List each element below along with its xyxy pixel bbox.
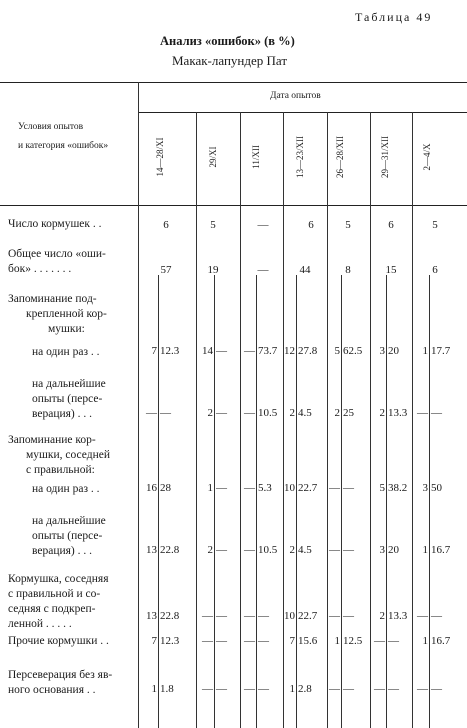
table-cell-count: 7 [151,635,157,647]
table-cell-percent: 27.8 [298,345,318,357]
table-cell: 6 [388,219,394,231]
table-cell-count: — [244,635,255,647]
row-label: на один раз . . [32,346,100,358]
row-label: на один раз . . [32,483,100,495]
row-label: Запоминание под- крепленной кор- мушки: [8,293,107,335]
table-cell-percent: — [160,407,171,419]
dates-header-rule [138,112,467,113]
table-cell-percent: — [216,345,227,357]
table-cell-count: — [244,482,255,494]
table-cell-percent: 22.7 [298,610,318,622]
date-header-4: 13—23/XII [295,136,305,178]
table-cell-count: — [146,407,157,419]
table-cell-percent: 10.5 [258,407,278,419]
row-label: Персеверация без яв- ного основания . . [8,669,113,696]
date-header-6: 29—31/XII [380,136,390,178]
table-cell-count: 1 [151,683,157,695]
table-cell-count: 16 [146,482,157,494]
table-cell-count: — [202,610,213,622]
table-cell-count: — [374,635,385,647]
sub-column-rule [256,275,257,728]
table-cell: 19 [207,264,219,276]
table-cell-percent: — [388,683,399,695]
table-cell-percent: — [431,610,442,622]
table-cell: — [257,219,269,231]
table-cell-percent: 4.5 [298,544,312,556]
sub-column-rule [296,275,297,728]
table-cell-percent: — [431,407,442,419]
row-label: Кормушка, соседняя с правильной и со- седняя с подкреп- ленной . . . . . [8,573,109,630]
table-top-rule [0,82,467,83]
row-label: Запоминание кор- мушки, соседней с правильной: [8,434,110,476]
table-cell-count: 1 [422,544,428,556]
table-cell-percent: — [216,407,227,419]
table-cell-percent: 38.2 [388,482,408,494]
table-cell-percent: 16.7 [431,544,451,556]
table-cell-count: 12 [284,345,295,357]
table-cell-percent: 1.8 [160,683,174,695]
date-header-5: 26—28/XII [335,136,345,178]
table-cell-percent: 22.7 [298,482,318,494]
table-cell-count: 13 [146,610,157,622]
date-header-2: 29/XI [208,146,218,168]
table-cell-percent: — [258,635,269,647]
table-cell: 8 [345,264,351,276]
table-cell: 44 [299,264,311,276]
sub-column-rule [214,275,215,728]
table-cell: 6 [308,219,314,231]
table-cell-count: 2 [289,407,295,419]
date-header-1: 14—28/XI [155,137,165,177]
row-label: Прочие кормушки . . [8,635,109,647]
table-cell-percent: 13.3 [388,610,408,622]
table-cell-count: 13 [146,544,157,556]
table-cell-percent: — [343,482,354,494]
table-cell-count: — [417,407,428,419]
table-cell: 6 [432,264,438,276]
table-cell-count: — [244,407,255,419]
table-cell: 5 [345,219,351,231]
table-cell: — [257,264,269,276]
table-cell-percent: 2.8 [298,683,312,695]
sub-column-rule [341,275,342,728]
table-cell-count: — [244,345,255,357]
row-label: Общее число «оши- бок» . . . . . . . [8,248,106,275]
table-cell-percent: 12.3 [160,345,180,357]
table-cell-percent: — [216,635,227,647]
table-cell-count: — [417,683,428,695]
table-cell-percent: — [216,683,227,695]
table-cell-percent: 16.7 [431,635,451,647]
table-cell-count: — [329,544,340,556]
table-cell-count: 10 [284,610,295,622]
row-header-line-1: Условия опытов [18,122,84,132]
table-cell-percent: 4.5 [298,407,312,419]
table-cell-percent: — [258,610,269,622]
table-cell-percent: 28 [160,482,171,494]
table-cell-count: 3 [379,544,385,556]
table-cell-count: 7 [289,635,295,647]
table-cell-count: — [202,683,213,695]
table-cell-percent: 73.7 [258,345,278,357]
table-cell-percent: 12.3 [160,635,180,647]
table-cell-count: 7 [151,345,157,357]
table-cell-percent: — [388,635,399,647]
table-cell: 15 [385,264,397,276]
table-cell: 57 [160,264,172,276]
table-cell-count: — [417,610,428,622]
table-cell-percent: 13.3 [388,407,408,419]
table-cell: 5 [432,219,438,231]
sub-column-rule [158,275,159,728]
table-cell-count: — [329,482,340,494]
table-cell-count: — [244,683,255,695]
header-bottom-rule [0,205,467,206]
table-cell-percent: — [343,544,354,556]
table-cell-percent: 22.8 [160,610,180,622]
table-cell-count: 3 [379,345,385,357]
table-cell-percent: 62.5 [343,345,363,357]
table-cell-percent: 20 [388,345,399,357]
table-cell-count: 2 [207,407,213,419]
table-cell-count: 2 [379,610,385,622]
table-cell-count: 1 [289,683,295,695]
table-cell-percent: — [258,683,269,695]
table-cell-percent: — [343,610,354,622]
table-cell-count: 10 [284,482,295,494]
table-cell-count: 2 [334,407,340,419]
table-cell-percent: 10.5 [258,544,278,556]
table-cell-percent: — [343,683,354,695]
table-cell-count: 5 [379,482,385,494]
table-cell-count: 14 [202,345,213,357]
table-number: Таблица 49 [355,10,433,24]
row-label: на дальнейшие опыты (персе- верация) . . . [32,378,106,420]
table-cell-count: — [329,683,340,695]
table-cell-count: — [244,544,255,556]
table-cell-count: 5 [334,345,340,357]
table-cell-percent: 15.6 [298,635,318,647]
sub-column-rule [429,275,430,728]
table-cell-percent: — [431,683,442,695]
table-cell-percent: 17.7 [431,345,451,357]
table-cell-percent: 22.8 [160,544,180,556]
table-cell-count: 1 [207,482,213,494]
table-cell-count: — [202,635,213,647]
table-cell-count: 1 [334,635,340,647]
row-label: Число кормушек . . [8,218,102,230]
table-cell-count: — [374,683,385,695]
table-subtitle: Макак-лапундер Пат [172,53,288,68]
table-cell-percent: — [216,610,227,622]
table-cell-percent: — [216,482,227,494]
table-cell-count: 2 [379,407,385,419]
column-rule [138,82,139,728]
table-cell-count: 2 [289,544,295,556]
table-cell-count: — [329,610,340,622]
table-cell: 5 [210,219,216,231]
table-cell-count: 1 [422,635,428,647]
dates-header: Дата опытов [270,91,321,101]
table-cell-percent: 12.5 [343,635,363,647]
table-cell: 6 [163,219,169,231]
table-cell-percent: 20 [388,544,399,556]
table-cell-percent: 5.3 [258,482,272,494]
table-cell-count: 2 [207,544,213,556]
date-header-7: 2—4/X [422,143,432,171]
row-label: на дальнейшие опыты (персе- верация) . . . [32,515,106,557]
date-header-3: 11/XII [251,145,261,169]
table-cell-count: 1 [422,345,428,357]
table-cell-percent: — [216,544,227,556]
table-cell-percent: 50 [431,482,442,494]
row-header-line-2: и категория «ошибок» [18,141,109,151]
table-title: Анализ «ошибок» (в %) [160,34,295,48]
sub-column-rule [386,275,387,728]
table-cell-count: 3 [422,482,428,494]
table-cell-percent: 25 [343,407,354,419]
table-cell-count: — [244,610,255,622]
